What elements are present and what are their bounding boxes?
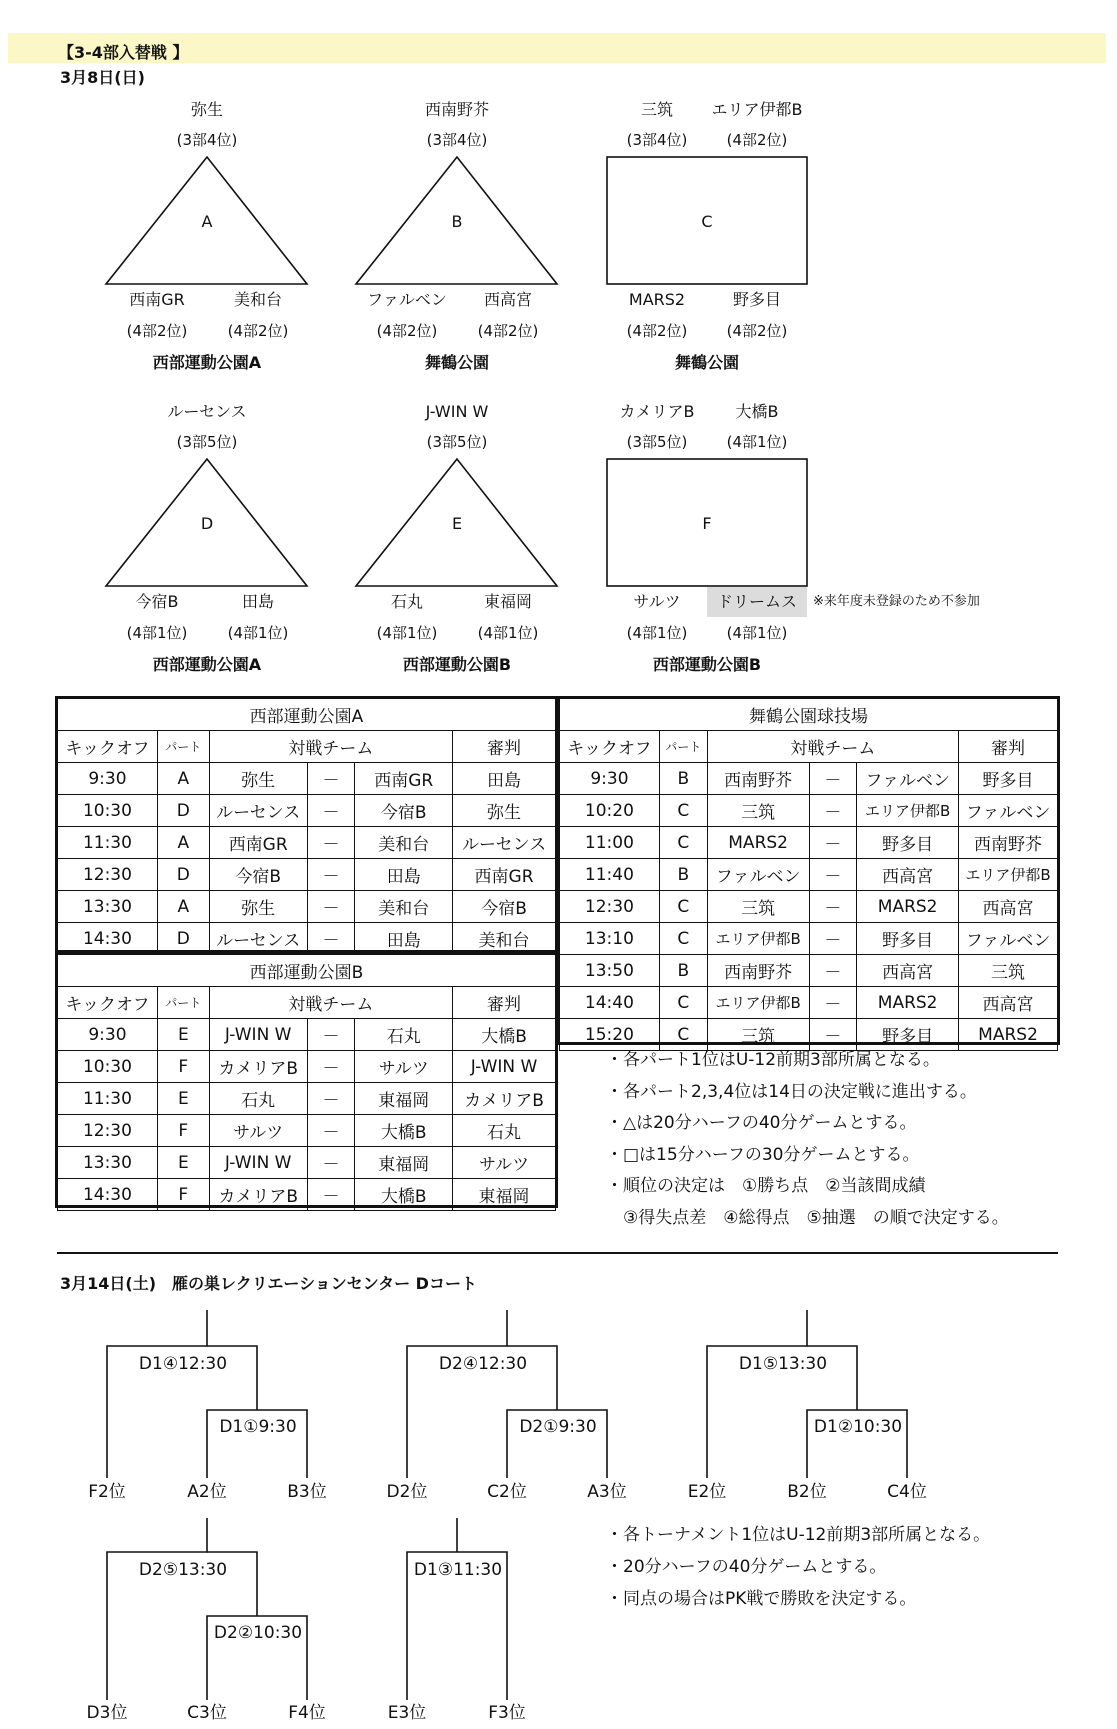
group-f-tl-rank: (3部5位) <box>626 433 688 451</box>
referee: カメリアB <box>453 1083 556 1115</box>
group-d-left-team: 今宿B <box>135 592 179 611</box>
group-c-tl-team: 三筑 <box>640 100 674 119</box>
col-referee: 審判 <box>959 731 1058 763</box>
kickoff-time: 11:30 <box>58 827 158 859</box>
vs-separator: － <box>307 1147 355 1179</box>
group-b-left-rank: (4部2位) <box>376 322 438 340</box>
vs-separator: － <box>307 795 355 827</box>
group-f-bl-rank: (4部1位) <box>626 624 688 642</box>
away-team: 東福岡 <box>355 1147 453 1179</box>
group-b-venue: 舞鶴公園 <box>424 353 490 372</box>
kickoff-time: 11:00 <box>560 827 660 859</box>
vs-separator: － <box>307 859 355 891</box>
bracket-2-seed-1: D2位 <box>386 1482 428 1502</box>
part: C <box>659 795 707 827</box>
away-team: 東福岡 <box>355 1083 453 1115</box>
bracket-4-seed-3: F4位 <box>288 1703 326 1723</box>
part: A <box>157 891 209 923</box>
home-team: J-WIN W <box>209 1147 307 1179</box>
part: B <box>659 859 707 891</box>
part: D <box>157 795 209 827</box>
bracket-5-seed-1: E3位 <box>387 1703 427 1723</box>
group-c-tr-team: エリア伊都B <box>711 100 803 119</box>
kickoff-time: 11:40 <box>560 859 660 891</box>
part: D <box>157 859 209 891</box>
group-f-bl-team: サルツ <box>633 592 681 611</box>
part: C <box>659 827 707 859</box>
group-c-br-team: 野多目 <box>732 290 782 309</box>
referee: ファルベン <box>959 795 1058 827</box>
group-d-venue: 西部運動公園A <box>152 655 262 674</box>
group-e-label: E <box>451 514 463 533</box>
referee: ファルベン <box>959 923 1058 955</box>
group-b-right-rank: (4部2位) <box>477 322 539 340</box>
col-part: パート <box>157 987 209 1019</box>
home-team: 西南野芥 <box>707 763 809 795</box>
part: F <box>157 1051 209 1083</box>
home-team: 三筑 <box>707 1019 809 1051</box>
part: B <box>659 763 707 795</box>
group-c-br-rank: (4部2位) <box>726 322 788 340</box>
away-team: ファルベン <box>857 763 959 795</box>
kickoff-time: 14:30 <box>58 923 158 955</box>
col-part: パート <box>659 731 707 763</box>
home-team: 西南野芥 <box>707 955 809 987</box>
referee: サルツ <box>453 1147 556 1179</box>
part: E <box>157 1019 209 1051</box>
vs-separator: － <box>809 795 857 827</box>
part: C <box>659 987 707 1019</box>
group-e-right-team: 東福岡 <box>483 592 533 611</box>
group-a-right-rank: (4部2位) <box>227 322 289 340</box>
group-f-br-rank: (4部1位) <box>726 624 788 642</box>
referee: J-WIN W <box>453 1051 556 1083</box>
rule-line: ③得失点差 ④総得点 ⑤抽選 の順で決定する。 <box>606 1207 1009 1228</box>
part: C <box>659 891 707 923</box>
away-team: MARS2 <box>857 987 959 1019</box>
group-f-tr-team: 大橋B <box>735 402 779 421</box>
group-f-br-team: ドリームス <box>716 592 798 611</box>
vs-separator: － <box>307 1019 355 1051</box>
home-team: 石丸 <box>209 1083 307 1115</box>
bracket-1-seed-2: A2位 <box>187 1482 227 1502</box>
group-e-right-rank: (4部1位) <box>477 624 539 642</box>
rule-line: ・△は20分ハーフの40分ゲームとする。 <box>606 1113 917 1133</box>
group-a-left-rank: (4部2位) <box>126 322 188 340</box>
away-team: 大橋B <box>355 1179 453 1211</box>
vs-separator: － <box>809 1019 857 1051</box>
away-team: 西高宮 <box>857 859 959 891</box>
group-d-right-team: 田島 <box>241 592 275 611</box>
col-kickoff: キックオフ <box>58 731 158 763</box>
referee: 今宿B <box>453 891 556 923</box>
referee: 弥生 <box>453 795 556 827</box>
group-e-top-team: J-WIN W <box>425 402 489 421</box>
kickoff-time: 14:30 <box>58 1179 158 1211</box>
home-team: 弥生 <box>209 763 307 795</box>
kickoff-time: 14:40 <box>560 987 660 1019</box>
rule-line: ・同点の場合はPK戦で勝敗を決定する。 <box>606 1589 917 1609</box>
part: F <box>157 1115 209 1147</box>
group-a-right-team: 美和台 <box>233 290 283 309</box>
home-team: エリア伊都B <box>707 987 809 1019</box>
referee: 石丸 <box>453 1115 556 1147</box>
kickoff-time: 15:20 <box>560 1019 660 1051</box>
part: C <box>659 1019 707 1051</box>
bracket-2-seed-2: C2位 <box>487 1482 527 1502</box>
home-team: 今宿B <box>209 859 307 891</box>
group-a-venue: 西部運動公園A <box>152 353 262 372</box>
bracket-4-final: D2⑤13:30 <box>138 1560 228 1580</box>
part: A <box>157 827 209 859</box>
group-f-tr-rank: (4部1位) <box>726 433 788 451</box>
referee: ルーセンス <box>453 827 556 859</box>
group-b-top-team: 西南野芥 <box>424 100 490 119</box>
bracket-4-seed-2: C3位 <box>187 1703 227 1723</box>
home-team: ルーセンス <box>209 923 307 955</box>
rule-line: ・各パート1位はU-12前期3部所属となる。 <box>606 1050 940 1070</box>
home-team: MARS2 <box>707 827 809 859</box>
vs-separator: － <box>809 827 857 859</box>
home-team: ルーセンス <box>209 795 307 827</box>
group-e-venue: 西部運動公園B <box>402 655 512 674</box>
home-team: 弥生 <box>209 891 307 923</box>
away-team: 田島 <box>355 859 453 891</box>
section-title: 【3-4部入替戦 】 <box>58 43 189 62</box>
referee: エリア伊都B <box>959 859 1058 891</box>
part: D <box>157 923 209 955</box>
col-match: 対戦チーム <box>707 731 958 763</box>
away-team: 田島 <box>355 923 453 955</box>
bracket-3-seed-3: C4位 <box>887 1482 927 1502</box>
vs-separator: － <box>307 1115 355 1147</box>
group-a-top-team: 弥生 <box>190 100 224 119</box>
vs-separator: － <box>809 891 857 923</box>
bracket-5-final: D1③11:30 <box>413 1560 503 1580</box>
col-match: 対戦チーム <box>209 731 452 763</box>
kickoff-time: 12:30 <box>58 1115 158 1147</box>
vs-separator: － <box>307 763 355 795</box>
away-team: 石丸 <box>355 1019 453 1051</box>
home-team: カメリアB <box>209 1179 307 1211</box>
group-c-bl-rank: (4部2位) <box>626 322 688 340</box>
bracket-1-semi: D1①9:30 <box>219 1417 297 1437</box>
group-b-left-team: ファルベン <box>367 290 447 309</box>
part: A <box>157 763 209 795</box>
bracket-3-final: D1⑤13:30 <box>738 1354 828 1374</box>
vs-separator: － <box>809 923 857 955</box>
part: E <box>157 1083 209 1115</box>
bracket-1-final: D1④12:30 <box>138 1354 228 1374</box>
bracket-3-seed-1: E2位 <box>687 1482 727 1502</box>
group-e-top-rank: (3部5位) <box>426 433 488 451</box>
rule-line: ・順位の決定は ①勝ち点 ②当該間成績 <box>606 1176 926 1196</box>
rule-line: ・□は15分ハーフの30分ゲームとする。 <box>606 1144 920 1165</box>
bracket-1-seed-3: B3位 <box>287 1482 327 1502</box>
part: C <box>659 923 707 955</box>
group-c-venue: 舞鶴公園 <box>674 353 740 372</box>
referee: MARS2 <box>959 1019 1058 1051</box>
col-kickoff: キックオフ <box>560 731 660 763</box>
home-team: エリア伊都B <box>707 923 809 955</box>
away-team: 今宿B <box>355 795 453 827</box>
group-f-tl-team: カメリアB <box>619 402 695 421</box>
vs-separator: － <box>809 859 857 891</box>
home-team: 三筑 <box>707 891 809 923</box>
kickoff-time: 10:30 <box>58 795 158 827</box>
group-f-venue: 西部運動公園B <box>652 655 762 674</box>
referee: 美和台 <box>453 923 556 955</box>
group-d-top-team: ルーセンス <box>167 402 247 421</box>
withdrawn-note: ※来年度未登録のため不参加 <box>813 594 980 609</box>
away-team: 野多目 <box>857 1019 959 1051</box>
group-c-tl-rank: (3部4位) <box>626 131 688 149</box>
referee: 野多目 <box>959 763 1058 795</box>
rule-line: ・20分ハーフの40分ゲームとする。 <box>606 1557 887 1577</box>
group-d-top-rank: (3部5位) <box>176 433 238 451</box>
group-e-left-team: 石丸 <box>390 592 424 611</box>
bracket-4-semi: D2②10:30 <box>213 1623 303 1643</box>
vs-separator: － <box>307 891 355 923</box>
group-e-left-rank: (4部1位) <box>376 624 438 642</box>
vs-separator: － <box>307 1179 355 1211</box>
bracket-2-final: D2④12:30 <box>438 1354 528 1374</box>
kickoff-time: 9:30 <box>58 1019 158 1051</box>
bracket-3-seed-2: B2位 <box>787 1482 827 1502</box>
home-team: 西南GR <box>209 827 307 859</box>
away-team: サルツ <box>355 1051 453 1083</box>
referee: 大橋B <box>453 1019 556 1051</box>
bracket-2-seed-3: A3位 <box>587 1482 627 1502</box>
kickoff-time: 13:10 <box>560 923 660 955</box>
group-d-left-rank: (4部1位) <box>126 624 188 642</box>
part: B <box>659 955 707 987</box>
venue-header-b: 西部運動公園B <box>58 955 556 987</box>
kickoff-time: 10:20 <box>560 795 660 827</box>
kickoff-time: 13:30 <box>58 1147 158 1179</box>
bracket-2-semi: D2①9:30 <box>519 1417 597 1437</box>
referee: 田島 <box>453 763 556 795</box>
referee: 西高宮 <box>959 987 1058 1019</box>
group-b-right-team: 西高宮 <box>483 290 533 309</box>
group-d-label: D <box>200 514 214 533</box>
kickoff-time: 11:30 <box>58 1083 158 1115</box>
away-team: 野多目 <box>857 923 959 955</box>
away-team: 美和台 <box>355 891 453 923</box>
group-d-right-rank: (4部1位) <box>227 624 289 642</box>
kickoff-time: 9:30 <box>560 763 660 795</box>
rule-line: ・各トーナメント1位はU-12前期3部所属となる。 <box>606 1525 991 1545</box>
group-b-top-rank: (3部4位) <box>426 131 488 149</box>
part: E <box>157 1147 209 1179</box>
venue-header-maizuru: 舞鶴公園球技場 <box>560 699 1058 731</box>
bracket-3-semi: D1②10:30 <box>813 1417 903 1437</box>
kickoff-time: 13:50 <box>560 955 660 987</box>
away-team: MARS2 <box>857 891 959 923</box>
vs-separator: － <box>809 987 857 1019</box>
referee: 三筑 <box>959 955 1058 987</box>
vs-separator: － <box>809 955 857 987</box>
group-c-bl-team: MARS2 <box>628 290 686 309</box>
col-referee: 審判 <box>453 987 556 1019</box>
col-part: パート <box>157 731 209 763</box>
vs-separator: － <box>809 763 857 795</box>
group-a-left-team: 西南GR <box>129 290 185 309</box>
away-team: 美和台 <box>355 827 453 859</box>
part: F <box>157 1179 209 1211</box>
referee: 西南GR <box>453 859 556 891</box>
col-referee: 審判 <box>453 731 556 763</box>
vs-separator: － <box>307 1051 355 1083</box>
group-f-label: F <box>702 514 712 533</box>
col-match: 対戦チーム <box>209 987 452 1019</box>
home-team: 三筑 <box>707 795 809 827</box>
venue-header-a: 西部運動公園A <box>58 699 556 731</box>
group-b-label: B <box>451 212 463 231</box>
bracket-1-seed-1: F2位 <box>88 1482 126 1502</box>
kickoff-time: 12:30 <box>58 859 158 891</box>
home-team: カメリアB <box>209 1051 307 1083</box>
kickoff-time: 13:30 <box>58 891 158 923</box>
home-team: ファルベン <box>707 859 809 891</box>
away-team: エリア伊都B <box>857 795 959 827</box>
match-date: 3月8日(日) <box>60 68 145 87</box>
away-team: 大橋B <box>355 1115 453 1147</box>
referee: 西南野芥 <box>959 827 1058 859</box>
kickoff-time: 10:30 <box>58 1051 158 1083</box>
vs-separator: － <box>307 923 355 955</box>
rule-line: ・各パート2,3,4位は14日の決定戦に進出する。 <box>606 1081 977 1102</box>
col-kickoff: キックオフ <box>58 987 158 1019</box>
away-team: 西高宮 <box>857 955 959 987</box>
group-a-top-rank: (3部4位) <box>176 131 238 149</box>
referee: 東福岡 <box>453 1179 556 1211</box>
knockout-date: 3月14日(土) 雁の巣レクリエーションセンター Dコート <box>60 1274 477 1293</box>
home-team: J-WIN W <box>209 1019 307 1051</box>
home-team: サルツ <box>209 1115 307 1147</box>
away-team: 西南GR <box>355 763 453 795</box>
vs-separator: － <box>307 1083 355 1115</box>
kickoff-time: 12:30 <box>560 891 660 923</box>
group-c-label: C <box>701 212 713 231</box>
kickoff-time: 9:30 <box>58 763 158 795</box>
referee: 西高宮 <box>959 891 1058 923</box>
group-a-label: A <box>201 212 213 231</box>
vs-separator: － <box>307 827 355 859</box>
bracket-5-seed-2: F3位 <box>488 1703 526 1723</box>
away-team: 野多目 <box>857 827 959 859</box>
bracket-4-seed-1: D3位 <box>86 1703 128 1723</box>
group-c-tr-rank: (4部2位) <box>726 131 788 149</box>
